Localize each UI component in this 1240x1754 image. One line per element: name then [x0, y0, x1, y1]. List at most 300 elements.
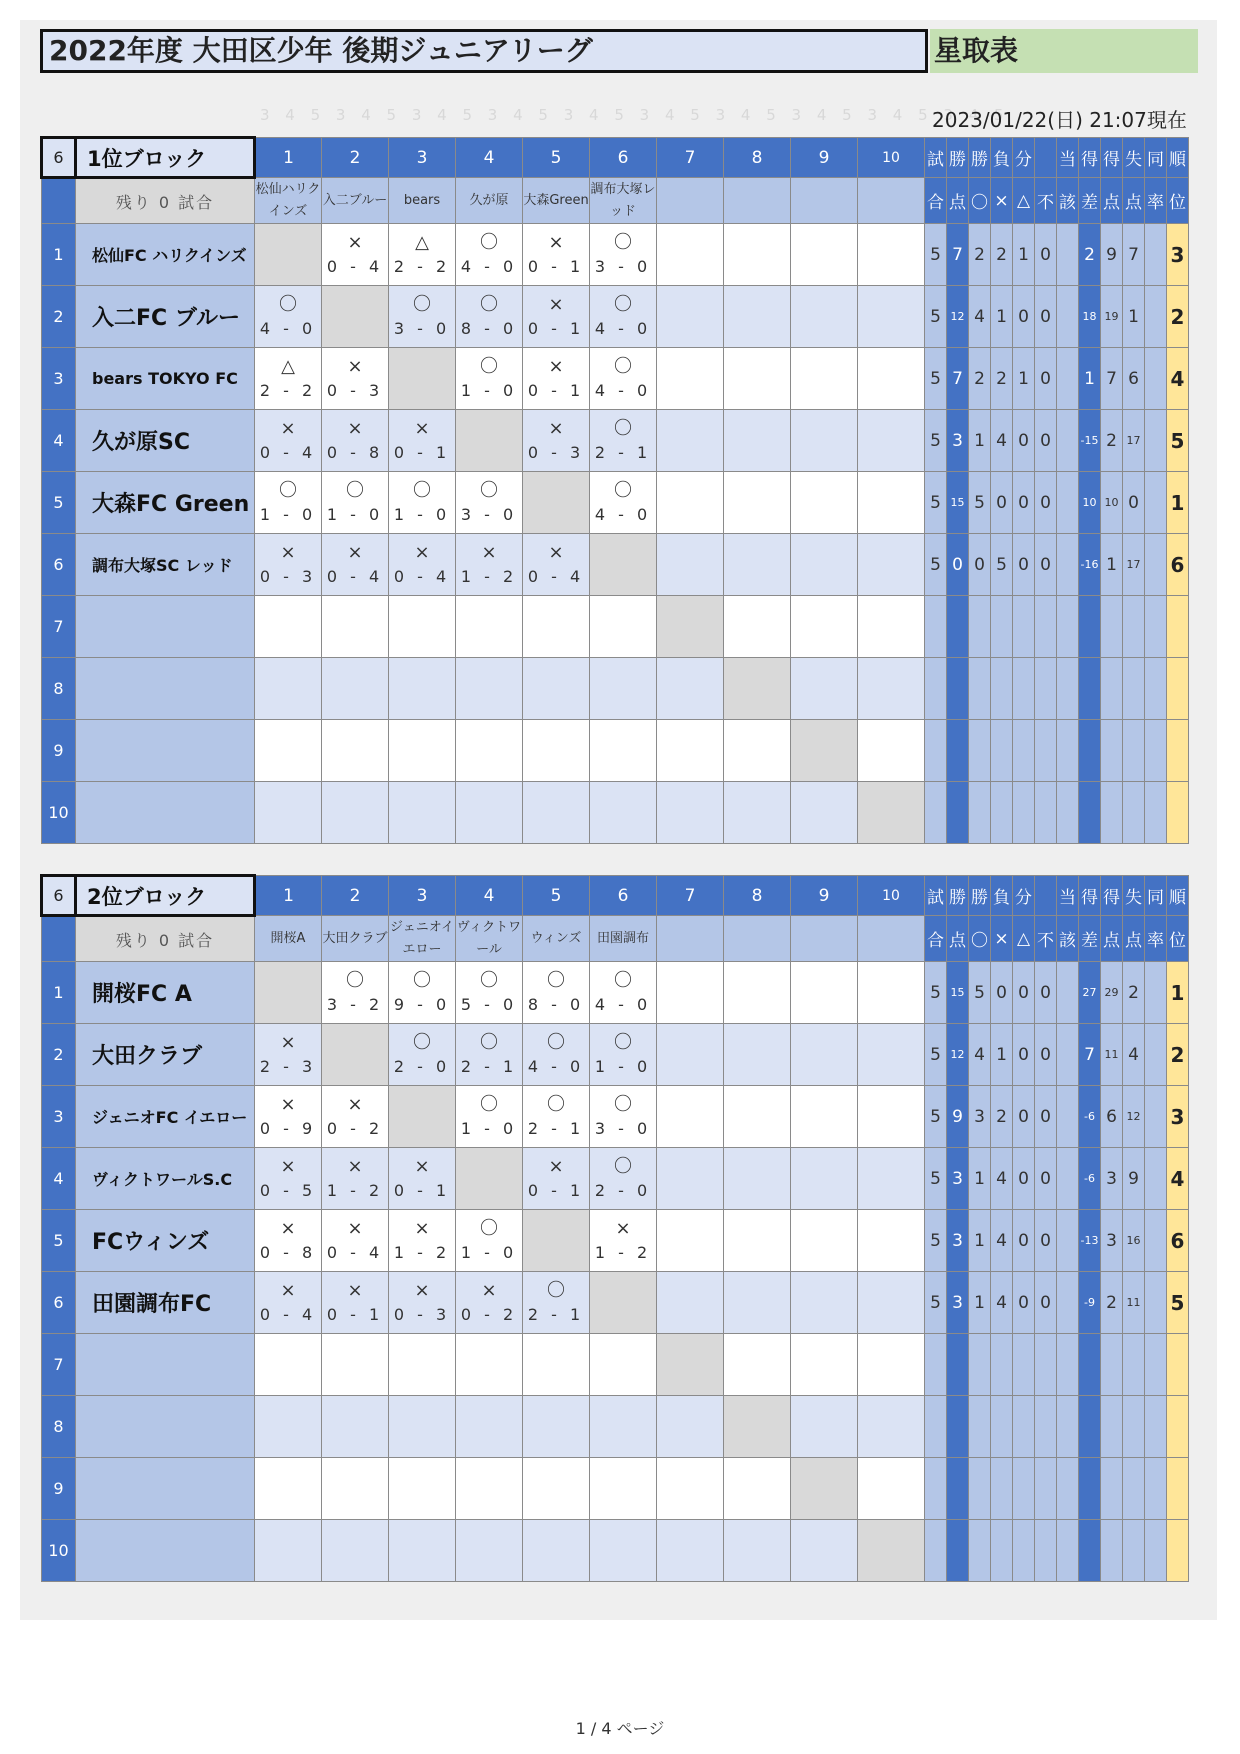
draws: 1 — [1013, 348, 1035, 410]
row-number: 4 — [42, 1148, 76, 1210]
match-result-cell — [456, 1520, 523, 1582]
result-mark: 〇 — [480, 479, 498, 501]
self-match-cell — [523, 1210, 590, 1272]
team-row — [42, 224, 1189, 286]
stat-header-bottom: 〇 — [969, 178, 991, 224]
match-result-cell — [791, 1272, 858, 1334]
self-match-cell — [255, 224, 322, 286]
row-number: 1 — [42, 962, 76, 1024]
stat-header-top: 勝 — [969, 138, 991, 178]
forfeits — [1035, 1396, 1057, 1458]
head-to-head — [1057, 534, 1079, 596]
match-score: 2 - 0 — [594, 1180, 652, 1200]
match-result-cell — [590, 472, 657, 534]
self-match-cell — [523, 472, 590, 534]
self-match-cell — [456, 1148, 523, 1210]
rank — [1167, 1334, 1189, 1396]
result-mark: × — [615, 1217, 631, 1239]
match-result-cell — [657, 286, 724, 348]
forfeits — [1035, 720, 1057, 782]
forfeits: 0 — [1035, 1272, 1057, 1334]
match-result-cell — [322, 348, 389, 410]
team-name: 大森FC Green — [76, 472, 255, 534]
rank: 2 — [1167, 1024, 1189, 1086]
match-score: 2 - 2 — [259, 380, 317, 400]
team-abbreviation — [724, 916, 791, 962]
result-mark: 〇 — [547, 1031, 565, 1053]
match-result-cell — [255, 472, 322, 534]
match-result-cell — [791, 1024, 858, 1086]
losses: 2 — [991, 348, 1013, 410]
match-score: 4 - 0 — [594, 504, 652, 524]
stat-header-bottom: 合 — [925, 178, 947, 224]
corner-cell — [42, 916, 76, 962]
match-result-cell — [590, 658, 657, 720]
match-result-cell — [724, 1272, 791, 1334]
match-score: 3 - 2 — [326, 994, 384, 1014]
match-result-cell — [523, 1148, 590, 1210]
match-score: 0 - 4 — [527, 566, 585, 586]
match-score: 4 - 0 — [259, 318, 317, 338]
result-mark: 〇 — [614, 1031, 632, 1053]
self-match-cell — [456, 410, 523, 472]
forfeits: 0 — [1035, 348, 1057, 410]
points — [947, 1458, 969, 1520]
tie-rate — [1145, 224, 1167, 286]
draws: 0 — [1013, 962, 1035, 1024]
self-match-cell — [590, 1272, 657, 1334]
goal-difference: 27 — [1079, 962, 1101, 1024]
match-result-cell — [791, 348, 858, 410]
column-number: 6 — [590, 876, 657, 916]
goal-difference: -13 — [1079, 1210, 1101, 1272]
tie-rate — [1145, 1334, 1167, 1396]
self-match-cell — [389, 1086, 456, 1148]
result-mark: × — [347, 1217, 363, 1239]
goals-against — [1123, 1458, 1145, 1520]
team-row — [42, 534, 1189, 596]
rank: 6 — [1167, 534, 1189, 596]
team-name: FCウィンズ — [76, 1210, 255, 1272]
remaining-games: 残り 0 試合 — [76, 178, 255, 224]
match-result-cell — [255, 534, 322, 596]
match-score: 1 - 2 — [460, 566, 518, 586]
match-result-cell — [456, 720, 523, 782]
match-result-cell — [791, 1396, 858, 1458]
row-number: 6 — [42, 1272, 76, 1334]
match-score: 0 - 3 — [259, 566, 317, 586]
column-number: 6 — [590, 138, 657, 178]
stat-header-top: 得 — [1101, 876, 1123, 916]
goals-for: 6 — [1101, 1086, 1123, 1148]
remaining-games: 残り 0 試合 — [76, 916, 255, 962]
match-result-cell — [523, 348, 590, 410]
row-number: 6 — [42, 534, 76, 596]
match-score: 4 - 0 — [594, 318, 652, 338]
goals-against: 6 — [1123, 348, 1145, 410]
match-result-cell — [791, 1334, 858, 1396]
match-result-cell — [523, 1024, 590, 1086]
match-result-cell — [389, 534, 456, 596]
match-result-cell — [590, 1520, 657, 1582]
head-to-head — [1057, 472, 1079, 534]
forfeits: 0 — [1035, 1086, 1057, 1148]
match-result-cell — [389, 1458, 456, 1520]
games-played: 5 — [925, 1024, 947, 1086]
match-result-cell — [724, 1458, 791, 1520]
team-abbreviation — [791, 916, 858, 962]
match-result-cell — [858, 1210, 925, 1272]
forfeits: 0 — [1035, 534, 1057, 596]
stat-header-bottom: 該 — [1057, 178, 1079, 224]
goals-for: 29 — [1101, 962, 1123, 1024]
match-result-cell — [255, 410, 322, 472]
stat-header-top: 勝 — [969, 876, 991, 916]
self-match-cell — [255, 962, 322, 1024]
match-result-cell — [523, 1458, 590, 1520]
result-mark: 〇 — [547, 1279, 565, 1301]
match-result-cell — [724, 1024, 791, 1086]
result-mark: × — [347, 1155, 363, 1177]
result-mark: × — [481, 1279, 497, 1301]
points: 3 — [947, 1210, 969, 1272]
match-result-cell — [724, 1520, 791, 1582]
self-match-cell — [322, 286, 389, 348]
team-abbreviation: ジェニオイエロー — [389, 916, 456, 962]
match-result-cell — [523, 720, 590, 782]
match-result-cell — [389, 224, 456, 286]
match-result-cell — [389, 962, 456, 1024]
team-row — [42, 1148, 1189, 1210]
column-number: 3 — [389, 876, 456, 916]
draws — [1013, 1458, 1035, 1520]
goal-difference — [1079, 658, 1101, 720]
team-name: 開桜FC A — [76, 962, 255, 1024]
rank: 3 — [1167, 224, 1189, 286]
team-name: 大田クラブ — [76, 1024, 255, 1086]
match-result-cell — [456, 658, 523, 720]
result-mark: 〇 — [480, 293, 498, 315]
team-row — [42, 348, 1189, 410]
stat-header-top: 勝 — [947, 138, 969, 178]
self-match-cell — [657, 596, 724, 658]
goal-difference — [1079, 1334, 1101, 1396]
head-to-head — [1057, 782, 1079, 844]
team-name — [76, 782, 255, 844]
match-result-cell — [322, 1458, 389, 1520]
head-to-head — [1057, 410, 1079, 472]
goals-for — [1101, 658, 1123, 720]
draws: 0 — [1013, 1210, 1035, 1272]
match-result-cell — [724, 596, 791, 658]
match-result-cell — [791, 1520, 858, 1582]
losses: 4 — [991, 1210, 1013, 1272]
forfeits: 0 — [1035, 1024, 1057, 1086]
column-number: 2 — [322, 138, 389, 178]
result-mark: × — [280, 541, 296, 563]
self-match-cell — [858, 1520, 925, 1582]
column-number: 1 — [255, 876, 322, 916]
goals-for: 19 — [1101, 286, 1123, 348]
match-result-cell — [322, 534, 389, 596]
team-name: 調布大塚SC レッド — [76, 534, 255, 596]
games-played — [925, 1334, 947, 1396]
goal-difference: -9 — [1079, 1272, 1101, 1334]
result-mark: × — [414, 417, 430, 439]
match-result-cell — [456, 534, 523, 596]
match-result-cell — [590, 348, 657, 410]
match-score: 0 - 3 — [326, 380, 384, 400]
goals-against — [1123, 658, 1145, 720]
goals-for: 1 — [1101, 534, 1123, 596]
head-to-head — [1057, 658, 1079, 720]
goals-against: 7 — [1123, 224, 1145, 286]
match-score: 0 - 4 — [393, 566, 451, 586]
match-result-cell — [858, 962, 925, 1024]
result-mark: 〇 — [547, 1093, 565, 1115]
goals-against: 17 — [1123, 410, 1145, 472]
block-subheader-row — [42, 916, 1189, 962]
result-mark: △ — [415, 231, 429, 253]
match-result-cell — [590, 1334, 657, 1396]
row-number: 9 — [42, 1458, 76, 1520]
points — [947, 1520, 969, 1582]
stat-header-top: 順 — [1167, 876, 1189, 916]
row-number: 10 — [42, 782, 76, 844]
match-result-cell — [724, 1334, 791, 1396]
stat-header-bottom: 率 — [1145, 178, 1167, 224]
match-result-cell — [322, 472, 389, 534]
match-result-cell — [389, 1272, 456, 1334]
stat-header-top: 得 — [1079, 138, 1101, 178]
match-result-cell — [724, 286, 791, 348]
match-result-cell — [456, 1272, 523, 1334]
goals-for — [1101, 720, 1123, 782]
result-mark: × — [280, 1155, 296, 1177]
match-score: 1 - 0 — [460, 380, 518, 400]
match-score: 0 - 4 — [259, 1304, 317, 1324]
match-result-cell — [858, 224, 925, 286]
match-score: 0 - 1 — [326, 1304, 384, 1324]
draws: 0 — [1013, 410, 1035, 472]
match-result-cell — [657, 224, 724, 286]
stat-header-bottom: 合 — [925, 916, 947, 962]
goals-for: 10 — [1101, 472, 1123, 534]
result-mark: 〇 — [480, 1093, 498, 1115]
goal-difference — [1079, 1458, 1101, 1520]
match-score: 1 - 0 — [460, 1118, 518, 1138]
match-result-cell — [791, 224, 858, 286]
column-number: 10 — [858, 138, 925, 178]
team-abbreviation: ヴィクトワール — [456, 916, 523, 962]
games-played: 5 — [925, 286, 947, 348]
games-played: 5 — [925, 410, 947, 472]
wins — [969, 658, 991, 720]
match-score: 4 - 0 — [594, 380, 652, 400]
draws — [1013, 1520, 1035, 1582]
team-abbreviation: 田園調布 — [590, 916, 657, 962]
match-score: 9 - 0 — [393, 994, 451, 1014]
losses: 0 — [991, 962, 1013, 1024]
match-result-cell — [657, 1396, 724, 1458]
match-result-cell — [322, 224, 389, 286]
match-result-cell — [456, 224, 523, 286]
column-number: 9 — [791, 138, 858, 178]
match-result-cell — [456, 348, 523, 410]
team-abbreviation: 大森Green — [523, 178, 590, 224]
match-result-cell — [858, 410, 925, 472]
goals-against: 9 — [1123, 1148, 1145, 1210]
row-number: 2 — [42, 1024, 76, 1086]
goals-for: 3 — [1101, 1210, 1123, 1272]
result-mark: 〇 — [413, 1031, 431, 1053]
match-result-cell — [389, 782, 456, 844]
forfeits — [1035, 1520, 1057, 1582]
points: 3 — [947, 1272, 969, 1334]
wins: 3 — [969, 1086, 991, 1148]
match-result-cell — [657, 720, 724, 782]
match-result-cell — [590, 1458, 657, 1520]
goals-against: 1 — [1123, 286, 1145, 348]
rank: 6 — [1167, 1210, 1189, 1272]
result-mark: × — [548, 231, 564, 253]
match-result-cell — [724, 348, 791, 410]
result-mark: × — [280, 1217, 296, 1239]
match-score: 0 - 1 — [527, 380, 585, 400]
match-result-cell — [858, 1272, 925, 1334]
column-number: 2 — [322, 876, 389, 916]
column-number: 5 — [523, 138, 590, 178]
match-score: 4 - 0 — [594, 994, 652, 1014]
goal-difference — [1079, 782, 1101, 844]
stat-header-top: 当 — [1057, 138, 1079, 178]
tie-rate — [1145, 472, 1167, 534]
block-table-1 — [40, 136, 1189, 844]
goal-difference — [1079, 720, 1101, 782]
stat-header-top — [1035, 138, 1057, 178]
match-result-cell — [255, 1458, 322, 1520]
match-result-cell — [523, 596, 590, 658]
tie-rate — [1145, 534, 1167, 596]
match-score: 8 - 0 — [527, 994, 585, 1014]
match-result-cell — [657, 658, 724, 720]
team-row — [42, 1024, 1189, 1086]
block-label: 1位ブロック — [76, 138, 255, 178]
tie-rate — [1145, 658, 1167, 720]
result-mark: × — [280, 1093, 296, 1115]
match-score: 2 - 3 — [259, 1056, 317, 1076]
match-result-cell — [657, 1520, 724, 1582]
result-mark: × — [280, 1031, 296, 1053]
rank: 3 — [1167, 1086, 1189, 1148]
forfeits: 0 — [1035, 224, 1057, 286]
goal-difference: 10 — [1079, 472, 1101, 534]
tie-rate — [1145, 1086, 1167, 1148]
stat-header-bottom: △ — [1013, 178, 1035, 224]
losses: 2 — [991, 224, 1013, 286]
points: 12 — [947, 1024, 969, 1086]
self-match-cell — [791, 1458, 858, 1520]
match-result-cell — [322, 1210, 389, 1272]
column-number: 3 — [389, 138, 456, 178]
team-name — [76, 1520, 255, 1582]
stat-header-top: 試 — [925, 876, 947, 916]
block-number: 6 — [42, 138, 76, 178]
match-result-cell — [389, 472, 456, 534]
head-to-head — [1057, 596, 1079, 658]
tie-rate — [1145, 410, 1167, 472]
match-score: 0 - 1 — [527, 256, 585, 276]
match-result-cell — [523, 410, 590, 472]
match-result-cell — [858, 286, 925, 348]
losses: 4 — [991, 1272, 1013, 1334]
draws: 1 — [1013, 224, 1035, 286]
losses: 4 — [991, 410, 1013, 472]
match-result-cell — [255, 1396, 322, 1458]
match-result-cell — [657, 348, 724, 410]
games-played: 5 — [925, 534, 947, 596]
result-mark: × — [347, 1279, 363, 1301]
result-mark: 〇 — [547, 969, 565, 991]
goals-against — [1123, 596, 1145, 658]
result-mark: 〇 — [279, 293, 297, 315]
team-row — [42, 596, 1189, 658]
match-result-cell — [456, 1210, 523, 1272]
goals-for: 9 — [1101, 224, 1123, 286]
self-match-cell — [322, 1024, 389, 1086]
match-result-cell — [523, 1272, 590, 1334]
match-result-cell — [389, 720, 456, 782]
team-abbreviation — [657, 916, 724, 962]
match-result-cell — [590, 1086, 657, 1148]
match-score: 0 - 1 — [527, 318, 585, 338]
row-number: 10 — [42, 1520, 76, 1582]
match-score: 4 - 0 — [460, 256, 518, 276]
wins: 2 — [969, 348, 991, 410]
draws — [1013, 1396, 1035, 1458]
column-number: 8 — [724, 138, 791, 178]
match-result-cell — [724, 1210, 791, 1272]
column-number: 7 — [657, 138, 724, 178]
rank: 5 — [1167, 410, 1189, 472]
match-result-cell — [255, 1148, 322, 1210]
goal-difference — [1079, 1396, 1101, 1458]
match-result-cell — [791, 534, 858, 596]
page-title: 2022年度 大田区少年 後期ジュニアリーグ — [40, 29, 928, 73]
team-name — [76, 720, 255, 782]
draws: 0 — [1013, 1024, 1035, 1086]
match-result-cell — [456, 1396, 523, 1458]
column-number: 10 — [858, 876, 925, 916]
stat-header-top: 負 — [991, 876, 1013, 916]
match-result-cell — [791, 782, 858, 844]
result-mark: 〇 — [614, 1093, 632, 1115]
result-mark: 〇 — [614, 231, 632, 253]
goals-for — [1101, 1458, 1123, 1520]
match-result-cell — [255, 1210, 322, 1272]
match-result-cell — [389, 286, 456, 348]
match-result-cell — [389, 1520, 456, 1582]
match-score: 2 - 0 — [393, 1056, 451, 1076]
goals-against: 12 — [1123, 1086, 1145, 1148]
column-number: 4 — [456, 138, 523, 178]
goals-for: 2 — [1101, 410, 1123, 472]
match-result-cell — [791, 1086, 858, 1148]
tie-rate — [1145, 782, 1167, 844]
faint-numbers: 3 4 5 3 4 5 3 4 5 3 4 5 3 4 5 3 4 5 3 4 5 3 4 5 3 4 5 3 4 5 — [260, 106, 1010, 124]
match-score: 0 - 2 — [460, 1304, 518, 1324]
match-score: 4 - 0 — [527, 1056, 585, 1076]
